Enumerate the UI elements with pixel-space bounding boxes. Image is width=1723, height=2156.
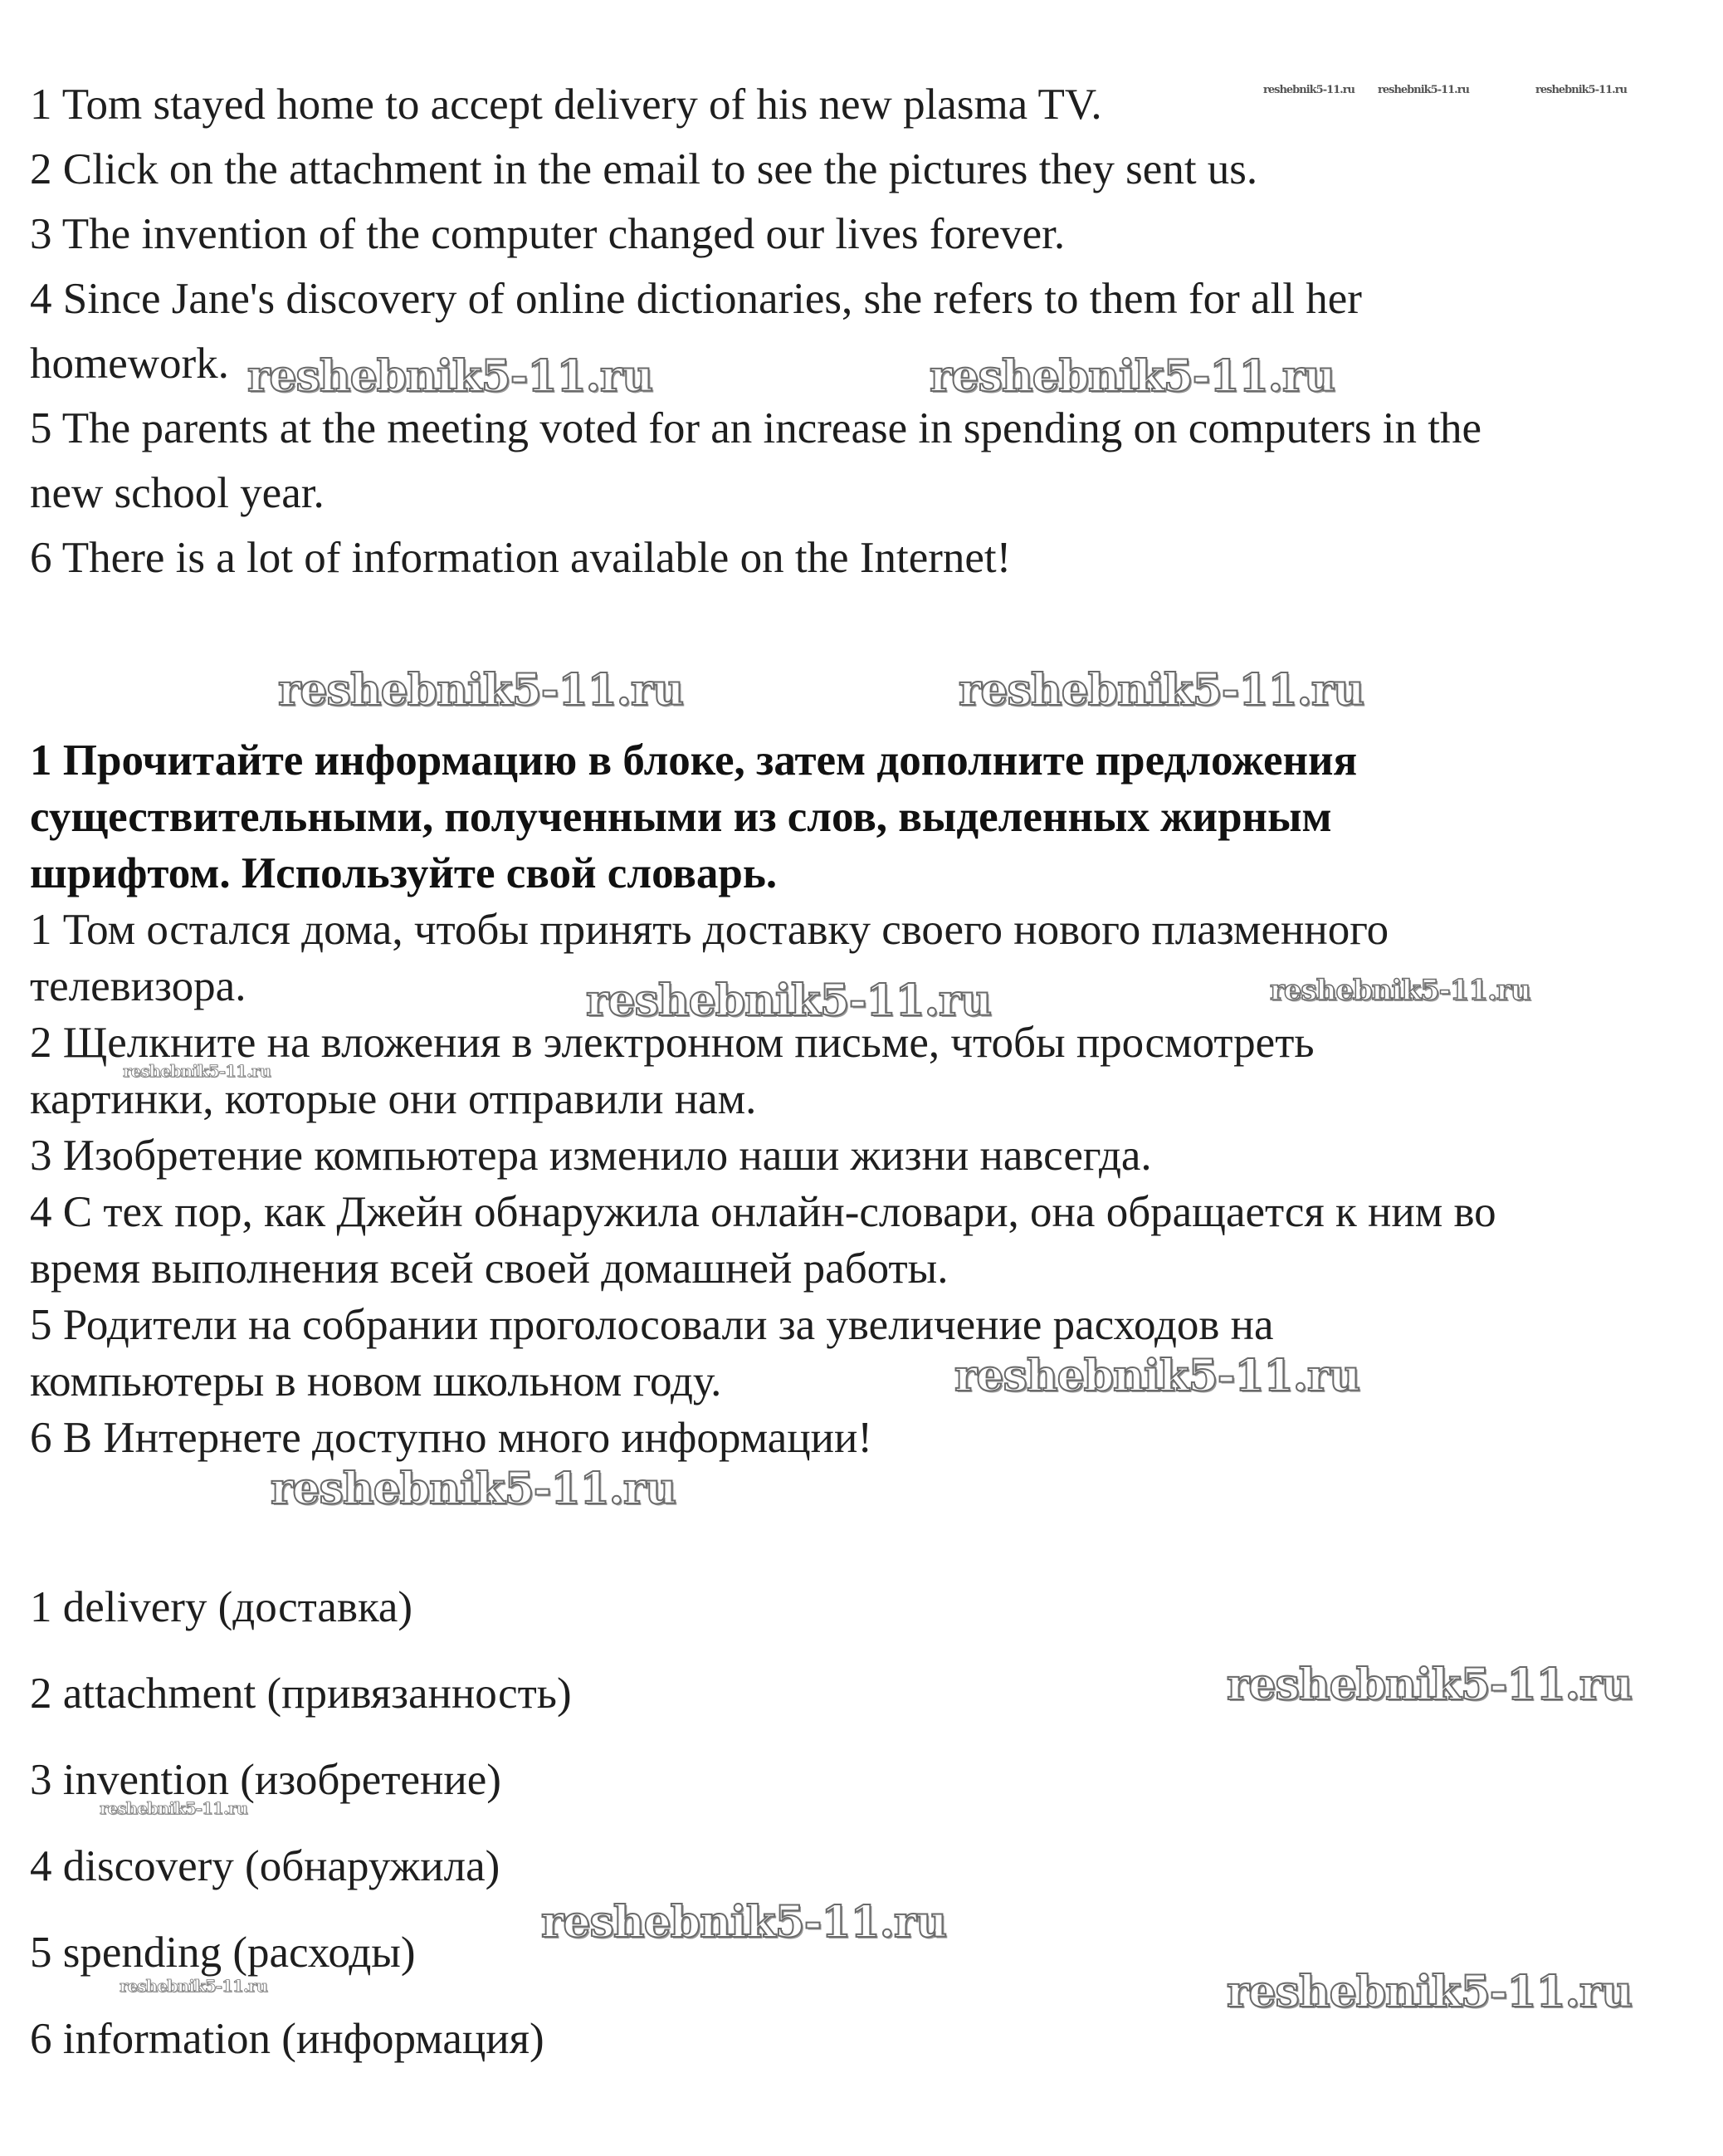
watermark: reshebnik5-11.ru — [271, 1464, 676, 1514]
russian-line-1: 1 Том остался дома, чтобы принять доставку своего нового плазменного — [30, 906, 1389, 954]
watermark: reshebnik5-11.ru — [1270, 974, 1530, 1007]
russian-line-6: 6 В Интернете доступно много информации! — [30, 1414, 873, 1462]
watermark: reshebnik5-11.ru — [247, 351, 653, 402]
english-line-5: 5 The parents at the meeting voted for an increase in spending on computers in the — [30, 404, 1481, 452]
watermark: reshebnik5-11.ru — [1263, 84, 1355, 96]
watermark: reshebnik5-11.ru — [123, 1061, 271, 1081]
task-heading-line-2: существительными, полученными из слов, выделенных жирным — [30, 793, 1332, 841]
watermark: reshebnik5-11.ru — [959, 665, 1364, 716]
russian-line-5-cont: компьютеры в новом школьном году. — [30, 1357, 722, 1406]
english-line-3: 3 The invention of the computer changed our lives forever. — [30, 210, 1066, 258]
watermark: reshebnik5-11.ru — [1535, 84, 1628, 96]
watermark: reshebnik5-11.ru — [1227, 1660, 1633, 1710]
task-heading-line-3: шрифтом. Используйте свой словарь. — [30, 849, 778, 897]
english-line-4-cont: homework. — [30, 340, 229, 388]
answer-item-1: 1 delivery (доставка) — [30, 1583, 413, 1631]
answer-item-2: 2 attachment (привязанность) — [30, 1670, 572, 1718]
watermark: reshebnik5-11.ru — [100, 1798, 247, 1818]
russian-line-2: 2 Щелкните на вложения в электронном письме, чтобы просмотреть — [30, 1019, 1315, 1067]
english-line-4: 4 Since Jane's discovery of online dictionaries, she refers to them for all her — [30, 275, 1362, 323]
task-heading-line-1: 1 Прочитайте информацию в блоке, затем дополните предложения — [30, 736, 1358, 785]
watermark: reshebnik5-11.ru — [586, 975, 992, 1026]
answer-item-3: 3 invention (изобретение) — [30, 1756, 501, 1804]
russian-line-3: 3 Изобретение компьютера изменило наши жизни навсегда. — [30, 1132, 1152, 1180]
answer-item-6: 6 information (информация) — [30, 2015, 544, 2063]
english-line-2: 2 Click on the attachment in the email to see the pictures they sent us. — [30, 145, 1258, 193]
russian-line-2-cont: картинки, которые они отправили нам. — [30, 1075, 757, 1123]
watermark: reshebnik5-11.ru — [930, 351, 1335, 402]
answer-item-4: 4 discovery (обнаружила) — [30, 1842, 500, 1890]
watermark: reshebnik5-11.ru — [541, 1897, 947, 1948]
answer-item-5: 5 spending (расходы) — [30, 1929, 416, 1977]
watermark: reshebnik5-11.ru — [954, 1351, 1360, 1401]
russian-line-5: 5 Родители на собрании проголосовали за увеличение расходов на — [30, 1301, 1274, 1349]
watermark: reshebnik5-11.ru — [120, 1976, 267, 1996]
watermark: reshebnik5-11.ru — [1227, 1967, 1633, 2017]
english-line-5-cont: new school year. — [30, 469, 325, 517]
watermark: reshebnik5-11.ru — [1378, 84, 1470, 96]
english-line-1: 1 Tom stayed home to accept delivery of his new plasma TV. — [30, 81, 1102, 129]
russian-line-1-cont: телевизора. — [30, 962, 246, 1010]
watermark: reshebnik5-11.ru — [278, 665, 684, 716]
russian-line-4-cont: время выполнения всей своей домашней работы. — [30, 1244, 949, 1293]
english-line-6: 6 There is a lot of information available on the Internet! — [30, 534, 1012, 582]
russian-line-4: 4 С тех пор, как Джейн обнаружила онлайн-словари, она обращается к ним во — [30, 1188, 1496, 1236]
